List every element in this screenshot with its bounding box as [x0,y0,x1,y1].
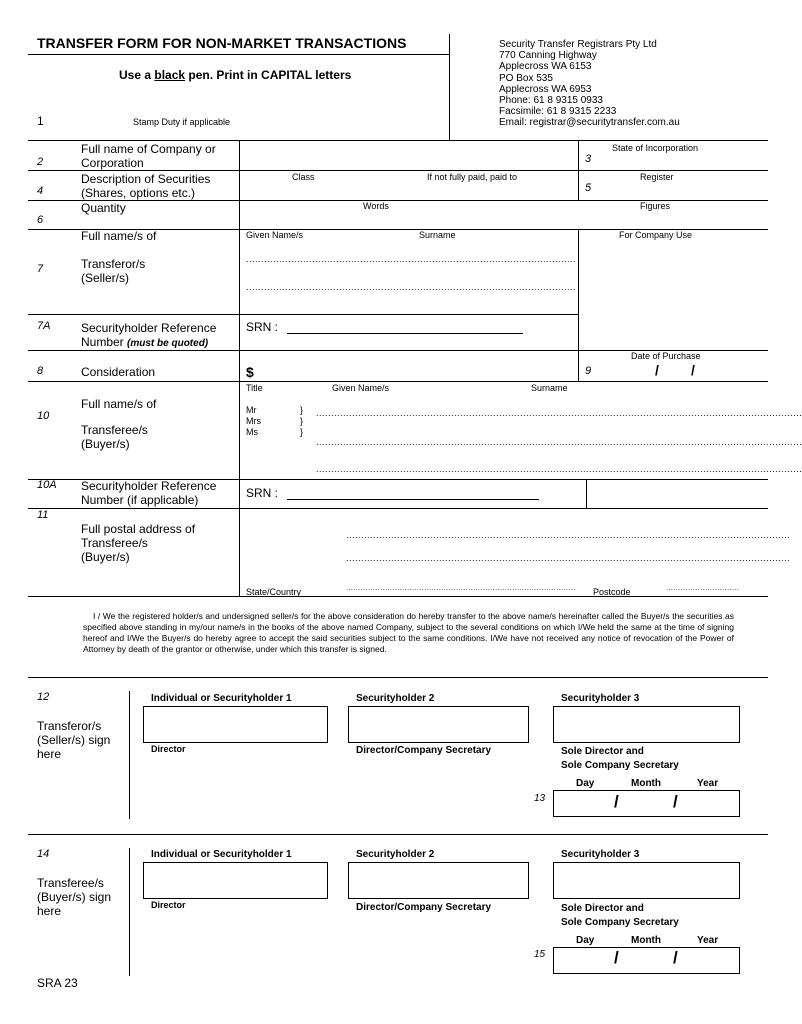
not-fully-paid-label: If not fully paid, paid to [427,172,518,182]
date-of-purchase-field[interactable] [600,362,766,379]
registrar-phone: Phone: 61 8 9315 0933 [499,95,603,107]
row-rule-2 [28,170,768,171]
seller-sole-director-label: Sole Director and Sole Company Secretary [561,746,679,771]
field-7a-number: 7A [37,320,51,332]
buyer-sign-rule [129,848,130,976]
field-10-number: 10 [37,410,50,422]
buyer-day-label: Day [576,935,595,946]
state-of-incorporation-field[interactable] [580,154,766,169]
transferee-name-line-2[interactable]: .................................................................................................................................................................. [316,437,802,447]
seller-section-bottom-rule [28,834,768,835]
buyer-director-label: Director [151,900,186,910]
seller-date-slash-1: / [614,792,619,811]
buyer-sole-director-label: Sole Director and Sole Company Secretary [561,903,679,928]
purchase-date-slash-2: / [691,362,695,378]
transferee-name-line-3[interactable]: .................................................................................................................................................................. [316,464,802,474]
seller-srn-underline [287,333,523,334]
row-rule-11 [28,596,768,597]
transferee-name-label: Full name/s of Transferee/s (Buyer/s) [81,397,157,451]
registrar-address-3: PO Box 535 [499,72,553,84]
quantity-words-label: Words [363,201,389,211]
registrar-address-2: Applecross WA 6153 [499,61,592,73]
seller-date-slash-2: / [673,792,678,811]
registrar-name: Security Transfer Registrars Pty Ltd [499,39,657,50]
buyer-srn-prefix: SRN : [246,486,279,500]
quantity-figures-field[interactable] [580,212,766,228]
company-name-field[interactable] [241,142,577,169]
row-rule-8 [28,381,768,382]
quantity-label: Quantity [81,201,126,215]
buyer-year-label: Year [697,935,719,946]
company-name-label: Full name of Company or Corporation [81,142,216,170]
header-vertical-rule [449,34,450,140]
postal-address-line-2[interactable]: .................................................................................................................................................... [346,553,791,563]
buyer-date-slash-1: / [614,948,619,967]
seller-sign-rule [129,691,130,819]
title-mr[interactable]: Mr [246,405,257,415]
purchase-date-slash-1: / [655,362,659,378]
dollar-sign: $ [246,364,254,380]
title-mrs[interactable]: Mrs [246,416,261,426]
state-country-label: State/Country [246,587,302,597]
transferee-given-names-label: Given Name/s [332,383,390,393]
field-10a-number: 10A [37,479,57,491]
buyer-srn-label: Securityholder Reference Number (if applicable) [81,479,217,507]
field-5-number: 5 [585,182,592,194]
grid-right-column-rule-mid [578,229,579,381]
field-8-number: 8 [37,365,44,377]
seller-sh1-label: Individual or Securityholder 1 [151,693,292,704]
declaration-bottom-rule [28,677,768,678]
register-field[interactable] [580,183,766,199]
seller-day-label: Day [576,778,595,789]
transferor-name-label: Full name/s of Transferor/s (Seller/s) [81,229,157,285]
quantity-figures-label: Figures [640,201,671,211]
postal-address-label: Full postal address of Transferee/s (Buyer/s) [81,522,196,564]
seller-sh2-label: Securityholder 2 [356,693,435,704]
registrar-address-1: 770 Canning Highway [499,50,597,62]
title-braces: } } } [300,405,304,437]
securities-description-field[interactable] [241,183,577,199]
date-of-purchase-label: Date of Purchase [631,351,701,361]
state-country-field[interactable]: .............................................................................................. [346,585,576,592]
buyer-sh2-signature-box[interactable] [348,862,529,899]
securities-description-label: Description of Securities (Shares, options etc.) [81,172,211,200]
postcode-field[interactable]: .............................. [666,585,740,592]
buyer-srn-field[interactable] [287,484,539,499]
quantity-words-field[interactable] [241,212,577,228]
grid-label-column-rule [239,140,240,596]
seller-sh3-signature-box[interactable] [553,706,740,743]
seller-sh3-label: Securityholder 3 [561,693,640,704]
buyer-sh3-signature-box[interactable] [553,862,740,899]
title-ms[interactable]: Ms [246,427,258,437]
seller-director-label: Director [151,744,186,754]
instruction-text: Use a black pen. Print in CAPITAL letters [119,68,352,82]
state-of-incorporation-label: State of Incorporation [612,143,699,153]
field-4-number: 4 [37,185,44,197]
form-title: TRANSFER FORM FOR NON-MARKET TRANSACTIONS [37,35,407,51]
consideration-field[interactable] [258,362,576,379]
form-code: SRA 23 [37,976,78,990]
seller-date-box[interactable] [553,790,740,817]
transferee-title-label: Title [246,383,263,393]
registrar-address [499,39,680,129]
consideration-label: Consideration [81,365,156,379]
buyer-sh1-signature-box[interactable] [143,862,328,899]
buyer-sign-label: Transferee/s (Buyer/s) sign here [37,876,112,918]
field-11-number: 11 [37,509,49,521]
field-9-number: 9 [585,365,592,377]
buyer-sh3-label: Securityholder 3 [561,849,640,860]
buyer-date-box[interactable] [553,947,740,974]
registrar-email: Email: registrar@securitytransfer.com.au [499,117,680,129]
seller-year-label: Year [697,778,719,789]
registrar-address-4: Applecross WA 6953 [499,83,592,95]
field-1-number: 1 [37,114,44,128]
transferor-name-line-2[interactable]: .............................................................................................................. [246,282,577,292]
grid-right-column-rule-10a [586,479,587,508]
transferor-name-line-1[interactable]: .............................................................................................................. [246,254,577,264]
field-6-number: 6 [37,214,44,226]
seller-sh2-signature-box[interactable] [348,706,529,743]
registrar-fax: Facsimile: 61 8 9315 2233 [499,106,617,118]
postcode-label: Postcode [593,587,631,597]
buyer-month-label: Month [631,935,661,946]
title-options[interactable] [246,405,261,438]
field-7-number: 7 [37,263,44,275]
seller-dir-sec-label: Director/Company Secretary [356,745,492,756]
buyer-srn-underline [287,499,539,500]
field-12-number: 12 [37,691,50,703]
buyer-date-slash-2: / [673,948,678,967]
field-3-number: 3 [585,153,592,165]
seller-month-label: Month [631,778,661,789]
postal-address-line-1[interactable]: .................................................................................................................................................... [346,530,791,540]
buyer-sh1-label: Individual or Securityholder 1 [151,849,292,860]
buyer-sh2-label: Securityholder 2 [356,849,435,860]
transferee-surname-label: Surname [531,383,568,393]
field-13-number: 13 [534,793,546,804]
stamp-duty-label: Stamp Duty if applicable [133,117,231,127]
transferor-given-names-label: Given Name/s [246,230,304,240]
class-label: Class [292,172,315,182]
row-rule-10a [28,508,768,509]
buyer-dir-sec-label: Director/Company Secretary [356,902,492,913]
field-15-number: 15 [534,949,546,960]
register-label: Register [640,172,674,182]
row-rule-7 [28,314,578,315]
field-14-number: 14 [37,848,50,860]
seller-srn-label: Securityholder Reference Number (must be quoted) [81,321,217,349]
header-bottom-rule [28,140,768,141]
seller-sh1-signature-box[interactable] [143,706,328,743]
seller-srn-field[interactable] [287,318,523,333]
header-divider [28,54,450,55]
transferor-surname-label: Surname [419,230,456,240]
declaration-text: I / We the registered holder/s and undersigned seller/s for the above consideration do hereby transfer to the above name/s hereinafter called the Buyer/s the securities as specified above standing in my/our name/s in the books of the above named Company, subject to the several conditions on which I/We held the same at the time of signing hereof and I/We the Buyer/s do hereby agree to accept the said securities subject to the same conditions. I/We have not received any notice of revocation of the Power of Attorney by death of the grantor or otherwise, under which this transfer is signed. [83,611,734,654]
field-2-number: 2 [37,156,44,168]
company-use-label: For Company Use [619,230,693,240]
seller-sign-label: Transferor/s (Seller/s) sign here [37,719,111,761]
transferee-name-line-1[interactable]: .................................................................................................................................................................. [316,408,802,418]
seller-srn-prefix: SRN : [246,320,279,334]
